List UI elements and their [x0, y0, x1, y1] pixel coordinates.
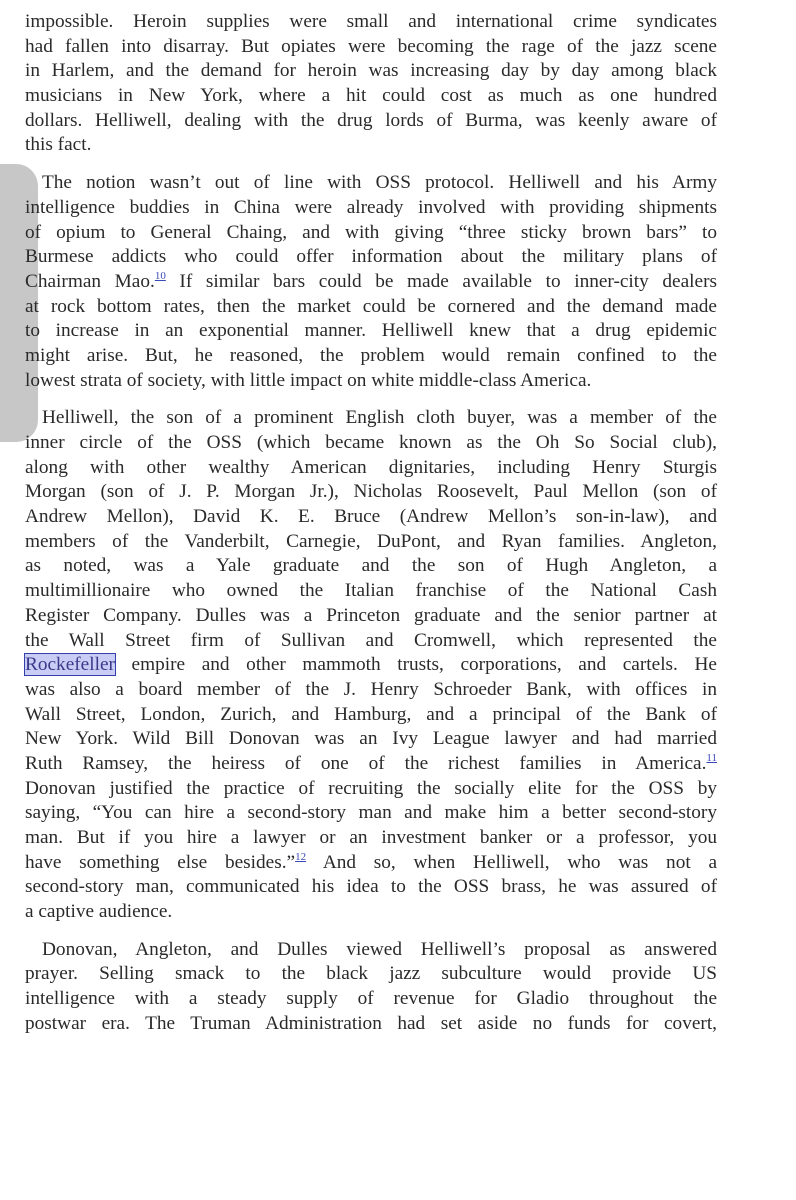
text-line — [25, 10, 717, 35]
line-text: Helliwell, the son of a prominent English cloth buyer, was a member of the — [42, 407, 717, 429]
line-text: postwar era. The Truman Administration had set aside no funds for covert, — [25, 1012, 717, 1034]
text-line — [25, 962, 717, 987]
line-text: inner circle of the OSS (which became known as the Oh So Social club), — [25, 432, 717, 453]
text-line — [25, 987, 717, 1012]
paragraph — [25, 406, 717, 924]
footnote-link[interactable]: 11 — [706, 751, 717, 764]
text-line — [25, 653, 717, 678]
text-line — [25, 530, 717, 555]
text-line — [25, 171, 717, 196]
paragraph — [25, 10, 717, 158]
line-text: Donovan, Angleton, and Dulles viewed Helliwell’s proposal as answered — [42, 938, 717, 960]
text-line — [25, 727, 717, 752]
line-text: Ruth Ramsey, the heiress of one of the richest families in America. — [25, 752, 707, 774]
paragraph — [25, 938, 717, 1037]
line-text: Chairman Mao. — [25, 270, 155, 292]
line-text: at rock bottom rates, then the market could be cornered and the demand made — [25, 295, 717, 317]
text-line — [25, 1012, 717, 1037]
paragraph — [25, 171, 717, 393]
line-text: multimillionaire who owned the Italian franchise of the National Cash — [25, 580, 717, 602]
line-text: And so, when Helliwell, who was not a — [306, 851, 718, 873]
text-line — [25, 295, 717, 320]
line-text: as noted, was a Yale graduate and the son of Hugh Angleton, a — [25, 555, 717, 577]
footnote-link[interactable]: 10 — [154, 269, 166, 282]
text-line — [25, 777, 717, 802]
text-line — [25, 826, 717, 851]
line-text: impossible. Heroin supplies were small and international crime syndicates — [25, 11, 717, 32]
line-text: Register Company. Dulles was a Princeton graduate and the senior partner at — [25, 604, 717, 626]
text-line — [25, 369, 717, 394]
line-text: the Wall Street firm of Sullivan and Cromwell, which represented the — [25, 629, 717, 651]
line-text: New York. Wild Bill Donovan was an Ivy League lawyer and had married — [25, 728, 717, 750]
text-line — [25, 703, 717, 728]
text-line — [25, 678, 717, 703]
text-line — [25, 480, 717, 505]
text-line — [25, 133, 717, 158]
text-line — [25, 579, 717, 604]
text-line — [25, 344, 717, 369]
text-line — [25, 801, 717, 826]
text-line — [25, 59, 717, 84]
text-line — [25, 245, 717, 270]
line-text: in Harlem, and the demand for heroin was increasing day by day among black — [25, 60, 717, 82]
text-line — [25, 319, 717, 344]
line-text: saying, “You can hire a second-story man and make him a better second-story — [25, 802, 717, 824]
text-line — [25, 851, 717, 876]
line-text: a captive audience. — [25, 901, 173, 923]
text-line — [25, 221, 717, 246]
text-line — [25, 875, 717, 900]
footnote-link[interactable]: 12 — [295, 850, 307, 863]
line-text: Andrew Mellon), David K. E. Bruce (Andrew Mellon’s son-in-law), and — [25, 506, 717, 528]
text-line — [25, 604, 717, 629]
text-line — [25, 938, 717, 963]
text-line — [25, 196, 717, 221]
line-text: man. But if you hire a lawyer or an investment banker or a professor, you — [25, 827, 717, 848]
text-line — [25, 270, 717, 295]
line-text: lowest strata of society, with little impact on white middle-class America. — [25, 369, 592, 391]
line-text: Burmese addicts who could offer information about the military plans of — [25, 246, 717, 268]
text-line — [25, 554, 717, 579]
line-text: along with other wealthy American dignitaries, including Henry Sturgis — [25, 456, 717, 478]
line-text: to increase in an exponential manner. Helliwell knew that a drug epidemic — [25, 320, 717, 342]
line-text: The notion wasn’t out of line with OSS protocol. Helliwell and his Army — [42, 172, 717, 194]
text-line — [25, 431, 717, 456]
line-text: intelligence with a steady supply of revenue for Gladio throughout the — [25, 988, 717, 1010]
text-line — [25, 505, 717, 530]
line-text: had fallen into disarray. But opiates were becoming the rage of the jazz scene — [25, 35, 717, 57]
line-text: might arise. But, he reasoned, the problem would remain confined to the — [25, 344, 717, 366]
text-line — [25, 35, 717, 60]
highlighted-word[interactable]: Rockefeller — [25, 654, 115, 676]
line-text: If similar bars could be made available to inner-city dealers — [165, 270, 717, 292]
text-line — [25, 629, 717, 654]
line-text: of opium to General Chaing, and with giving “three sticky brown bars” to — [25, 221, 717, 243]
line-text: this fact. — [25, 134, 92, 156]
text-line — [25, 752, 717, 777]
text-line — [25, 109, 717, 134]
line-text: musicians in New York, where a hit could cost as much as one hundred — [25, 85, 717, 107]
line-text: have something else besides.” — [25, 851, 296, 873]
line-text: was also a board member of the J. Henry Schroeder Bank, with offices in — [25, 678, 717, 700]
text-line — [25, 900, 717, 925]
line-text: empire and other mammoth trusts, corporations, and cartels. He — [114, 654, 717, 676]
book-page — [25, 10, 717, 1050]
line-text: second-story man, communicated his idea to the OSS brass, he was assured of — [25, 876, 717, 898]
text-line — [25, 456, 717, 481]
text-line — [25, 84, 717, 109]
line-text: Morgan (son of J. P. Morgan Jr.), Nicholas Roosevelt, Paul Mellon (son of — [25, 481, 717, 503]
line-text: prayer. Selling smack to the black jazz subculture would provide US — [25, 963, 717, 985]
line-text: Donovan justified the practice of recruiting the socially elite for the OSS by — [25, 777, 717, 799]
line-text: members of the Vanderbilt, Carnegie, DuPont, and Ryan families. Angleton, — [25, 530, 717, 552]
line-text: dollars. Helliwell, dealing with the drug lords of Burma, was keenly aware of — [25, 109, 717, 131]
text-line — [25, 406, 717, 431]
line-text: intelligence buddies in China were already involved with providing shipments — [25, 196, 717, 218]
line-text: Wall Street, London, Zurich, and Hamburg, and a principal of the Bank of — [25, 703, 717, 725]
